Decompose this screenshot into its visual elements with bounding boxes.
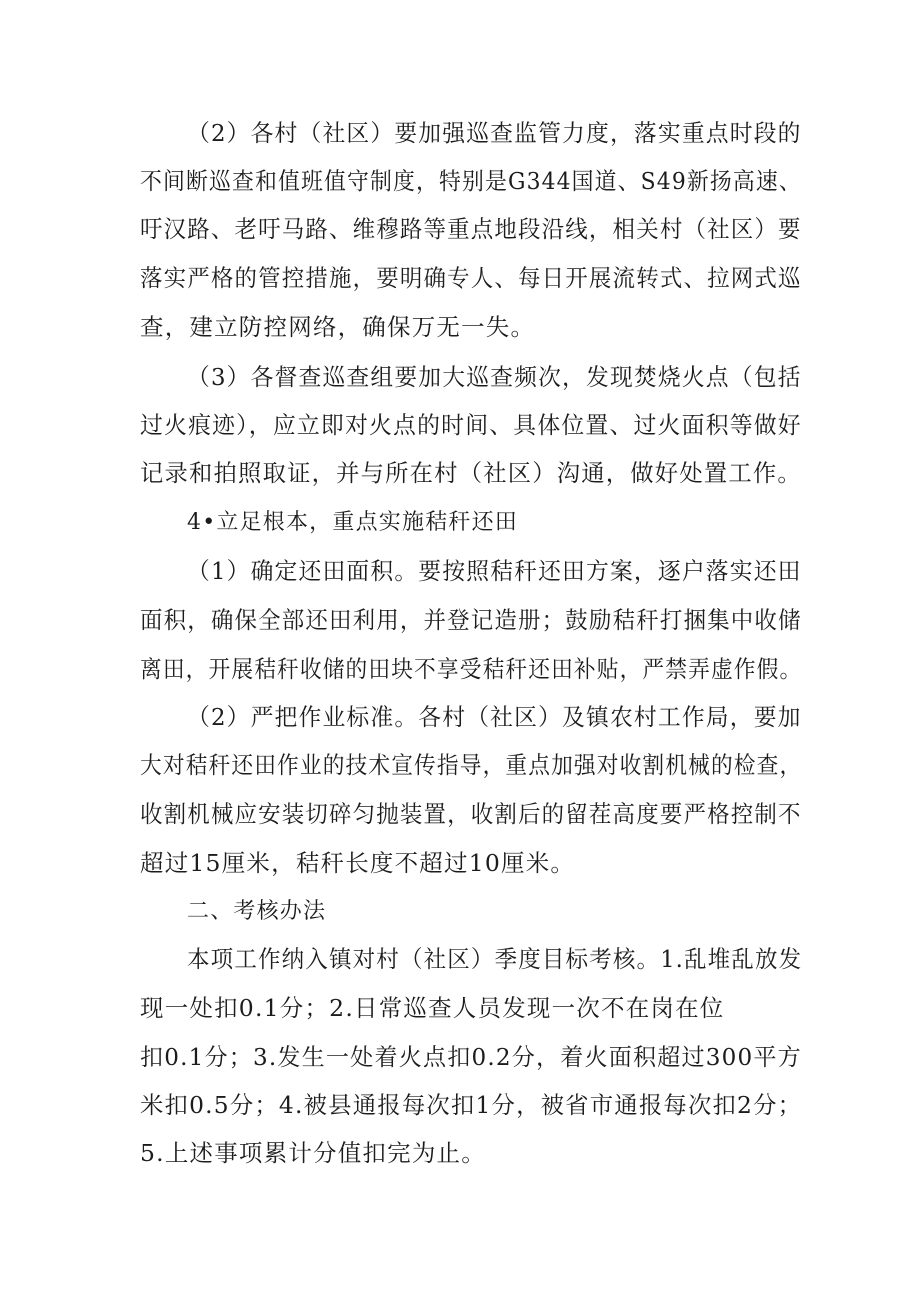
section-heading: 4•立足根本，重点实施秸秆还田 [187, 510, 518, 535]
paragraph-line: 收割机械应安装切碎匀抛装置，收割后的留茬高度要严格控制不 [140, 800, 802, 828]
paragraph-line: 离田，开展秸秆收储的田块不享受秸秆还田补贴，严禁弄虚作假。 [140, 655, 803, 683]
paragraph-line: 落实严格的管控措施，要明确专人、每日开展流转式、拉网式巡 [140, 264, 802, 292]
paragraph-line: 面积，确保全部还田利用，并登记造册；鼓励秸秆打捆集中收储 [140, 606, 802, 634]
paragraph-line: 5.上述事项累计分值扣完为止。 [140, 1139, 486, 1167]
paragraph-line: 现一处扣0.1分；2.日常巡查人员发现一次不在岗在位 [140, 994, 725, 1022]
paragraph-line: 超过15厘米，秸秆长度不超过10厘米。 [140, 849, 576, 877]
paragraph-line: （2）严把作业标准。各村（社区）及镇农村工作局，要加 [187, 703, 802, 731]
paragraph-line: 米扣0.5分；4.被县通报每次扣1分，被省市通报每次扣2分； [140, 1091, 803, 1119]
paragraph-line: （1）确定还田面积。要按照秸秆还田方案，逐户落实还田 [187, 557, 802, 585]
paragraph-line: （3）各督查巡查组要加大巡查频次，发现焚烧火点（包括 [187, 363, 802, 391]
paragraph-line: 吁汉路、老吁马路、维穆路等重点地段沿线，相关村（社区）要 [140, 215, 802, 243]
paragraph-line: 本项工作纳入镇对村（社区）季度目标考核。1.乱堆乱放发 [187, 945, 803, 973]
section-heading: 二、考核办法 [187, 899, 327, 924]
paragraph-line: 扣0.1分；3.发生一处着火点扣0.2分，着火面积超过300平方 [140, 1043, 802, 1071]
paragraph-line: 大对秸秆还田作业的技术宣传指导，重点加强对收割机械的检查， [140, 751, 803, 779]
paragraph-line: 过火痕迹），应立即对火点的时间、具体位置、过火面积等做好 [140, 411, 802, 439]
paragraph-line: （2）各村（社区）要加强巡查监管力度，落实重点时段的 [187, 119, 802, 147]
paragraph-line: 不间断巡查和值班值守制度，特别是G344国道、S49新扬高速、 [140, 167, 802, 195]
paragraph-line: 记录和拍照取证，并与所在村（社区）沟通，做好处置工作。 [140, 459, 802, 487]
paragraph-line: 查，建立防控网络，确保万无一失。 [140, 313, 536, 341]
